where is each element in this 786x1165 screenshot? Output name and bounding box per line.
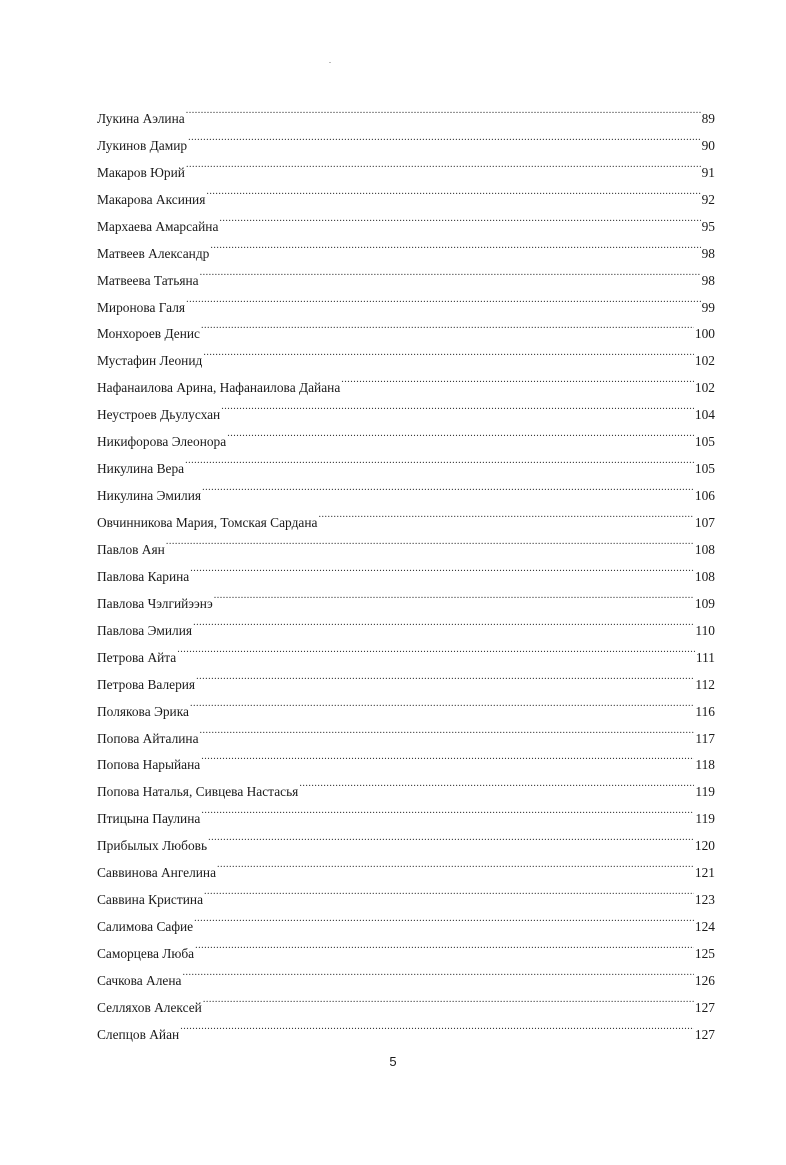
toc-entry-name: Неустроев Дьулусхан: [97, 407, 221, 423]
toc-entry-name: Полякова Эрика: [97, 703, 189, 719]
dot-leader: [202, 473, 694, 500]
toc-entry-page: 123: [694, 892, 715, 908]
dot-leader: [200, 716, 695, 743]
toc-entry-page: 117: [695, 730, 715, 746]
toc-entry-page: 102: [694, 353, 715, 369]
toc-entry-name: Никифорова Элеонора: [97, 434, 227, 450]
dot-leader: [195, 931, 694, 958]
toc-entry[interactable]: [97, 446, 715, 477]
toc-entry-name: Миронова Галя: [97, 299, 186, 315]
toc-entry-page: 119: [695, 811, 715, 827]
dot-leader: [208, 823, 694, 850]
dot-leader: [221, 392, 694, 419]
dot-leader: [217, 850, 694, 877]
dot-leader: [190, 689, 694, 716]
toc-entry-page: 118: [695, 757, 715, 773]
toc-entry-page: 92: [701, 191, 715, 207]
toc-entry[interactable]: [97, 527, 715, 557]
toc-entry-name: Матвеев Александр: [97, 245, 210, 261]
toc-entry-page: 109: [694, 595, 715, 611]
dot-leader: [190, 554, 694, 581]
toc-entry-name: Мустафин Леонид: [97, 353, 203, 369]
toc-entry-name: Павлова Карина: [97, 568, 190, 584]
dot-leader: [186, 150, 701, 177]
dot-leader: [201, 312, 694, 339]
toc-entry-page: 120: [694, 838, 715, 854]
toc-entry-name: Лукинов Дамир: [97, 137, 188, 153]
toc-entry-page: 110: [695, 622, 715, 638]
toc-entry-name: Павлов Аян: [97, 541, 165, 557]
dot-leader: [180, 1012, 694, 1039]
dot-leader: [341, 365, 694, 392]
toc-entry-page: 102: [694, 380, 715, 396]
toc-entry-page: 127: [694, 999, 715, 1015]
toc-entry[interactable]: [97, 285, 715, 315]
toc-entry-page: 107: [694, 515, 715, 530]
toc-entry[interactable]: [97, 662, 715, 692]
dot-leader: [182, 958, 693, 985]
toc-entry-name: Саввинова Ангелина: [97, 865, 217, 881]
toc-entry-name: Слепцов Айан: [97, 1026, 180, 1042]
dot-leader: [203, 985, 694, 1012]
toc-entry-page: 112: [695, 676, 715, 692]
dot-leader: [318, 500, 693, 527]
page-number: 5: [389, 1054, 397, 1069]
toc-entry-page: 90: [701, 137, 715, 153]
dot-leader: [201, 796, 694, 823]
toc-entry-page: 126: [694, 972, 715, 988]
toc-entry-page: 116: [695, 703, 715, 719]
toc-entry-name: Павлова Эмилия: [97, 622, 193, 638]
toc-entry-page: 98: [701, 245, 715, 261]
toc-entry-name: Макарова Аксиния: [97, 191, 206, 207]
toc-entry-page: 104: [694, 407, 715, 423]
toc-entry-name: Сачкова Алена: [97, 972, 182, 988]
toc-entry-name: Никулина Эмилия: [97, 488, 202, 504]
toc-entry-name: Прибылых Любовь: [97, 838, 208, 854]
dot-leader: [186, 96, 701, 123]
toc-entry-name: Птицына Паулина: [97, 811, 201, 827]
dot-leader: [200, 258, 701, 285]
toc-entry-page: 89: [701, 110, 715, 126]
toc-entry-name: Саморцева Люба: [97, 946, 195, 961]
dot-leader: [203, 338, 694, 365]
toc-entry-name: Саввина Кристина: [97, 892, 204, 908]
toc-entry[interactable]: [97, 958, 715, 988]
toc-entry-name: Попова Наталья, Сивцева Настасья: [97, 784, 299, 800]
dot-leader: [299, 769, 694, 796]
dot-leader: [210, 231, 700, 258]
toc-entry-page: 99: [701, 299, 715, 315]
toc-entry-page: 95: [701, 218, 715, 234]
toc-entry-page: 108: [694, 568, 715, 584]
dot-leader: [219, 204, 700, 231]
scan-artifact: [329, 62, 331, 63]
toc-entry-page: 119: [695, 784, 715, 800]
toc-entry[interactable]: [97, 985, 715, 1015]
toc-entry[interactable]: [97, 716, 715, 746]
toc-entry-page: 100: [694, 326, 715, 342]
toc-entry-name: Нафанаилова Арина, Нафанаилова Дайана: [97, 380, 341, 396]
toc-entry-page: 124: [694, 919, 715, 935]
toc-entry-name: Мархаева Амарсайна: [97, 218, 219, 234]
dot-leader: [188, 123, 701, 150]
toc-entry[interactable]: [97, 689, 715, 719]
toc-entry-name: Павлова Чэлгийээнэ: [97, 595, 213, 611]
toc-entry-page: 106: [694, 488, 715, 504]
toc-entry-name: Матвеева Татьяна: [97, 272, 199, 288]
dot-leader: [206, 177, 700, 204]
toc-entry[interactable]: [97, 150, 715, 180]
toc-entry[interactable]: [97, 635, 715, 665]
toc-entry[interactable]: [97, 312, 715, 342]
toc-entry[interactable]: [97, 554, 715, 584]
toc-entry-name: Петрова Айта: [97, 649, 177, 665]
dot-leader: [185, 446, 694, 473]
table-of-contents: [97, 96, 715, 1042]
dot-leader: [166, 527, 694, 554]
dot-leader: [201, 743, 694, 770]
dot-leader: [204, 877, 694, 904]
toc-entry-page: 98: [701, 272, 715, 288]
toc-entry-name: Лукина Аэлина: [97, 110, 185, 126]
toc-entry-name: Попова Айталина: [97, 730, 199, 746]
toc-entry-name: Никулина Вера: [97, 461, 185, 477]
toc-entry-name: Салимова Сафие: [97, 919, 194, 935]
toc-entry-page: 105: [694, 461, 715, 477]
toc-entry[interactable]: [97, 96, 715, 126]
toc-entry-name: Овчинникова Мария, Томская Сардана: [97, 515, 318, 530]
toc-entry-page: 91: [701, 164, 715, 180]
dot-leader: [214, 581, 694, 608]
dot-leader: [193, 608, 694, 635]
toc-entry-page: 111: [695, 649, 715, 665]
toc-entry-page: 108: [694, 541, 715, 557]
toc-entry-page: 121: [694, 865, 715, 881]
toc-entry-page: 125: [694, 946, 715, 961]
dot-leader: [177, 635, 695, 662]
toc-entry-name: Петрова Валерия: [97, 676, 196, 692]
dot-leader: [186, 285, 701, 312]
toc-entry[interactable]: [97, 581, 715, 611]
dot-leader: [194, 904, 694, 931]
toc-entry[interactable]: [97, 473, 715, 504]
toc-entry[interactable]: [97, 1012, 715, 1042]
toc-entry-page: 105: [694, 434, 715, 450]
dot-leader: [227, 419, 694, 446]
dot-leader: [196, 662, 694, 689]
toc-entry-name: Селляхов Алексей: [97, 999, 202, 1015]
toc-entry[interactable]: [97, 177, 715, 207]
toc-entry[interactable]: [97, 123, 715, 153]
toc-entry-name: Макаров Юрий: [97, 164, 185, 180]
toc-entry-name: Монхороев Денис: [97, 326, 200, 342]
toc-entry-name: Попова Нарыйана: [97, 757, 201, 773]
toc-entry-page: 127: [694, 1026, 715, 1042]
